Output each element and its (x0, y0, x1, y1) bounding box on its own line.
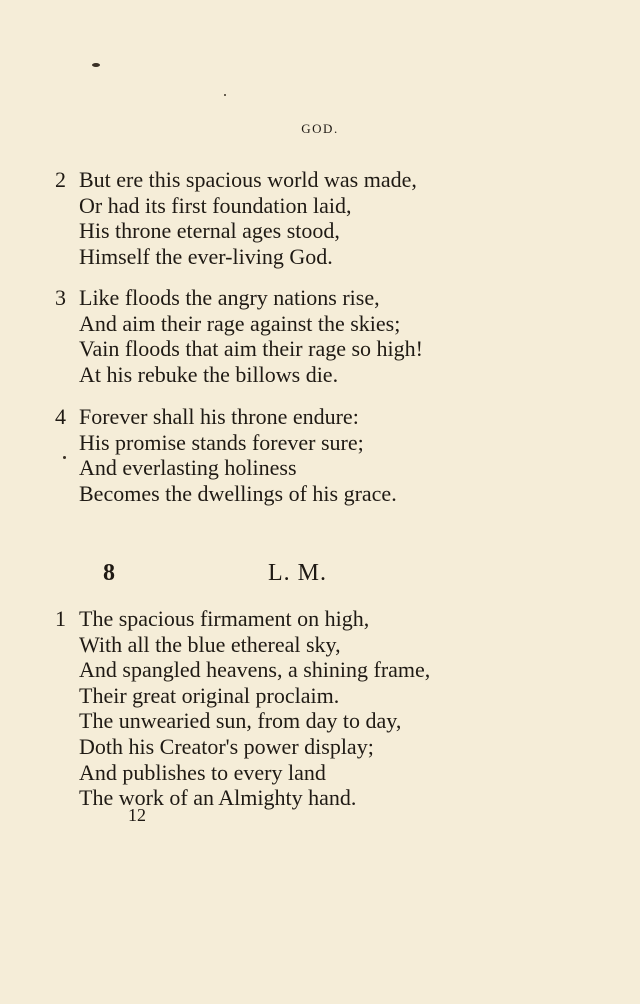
stanza-line: 2 But ere this spacious world was made, (55, 167, 417, 192)
stanza-line: With all the blue ethereal sky, (79, 631, 341, 657)
stanza-line: His promise stands forever sure; (79, 429, 364, 455)
stanza-line: Becomes the dwellings of his grace. (79, 480, 397, 506)
stanza-line: Himself the ever-living God. (79, 243, 333, 269)
stanza-line: The work of an Almighty hand. (79, 785, 357, 811)
stanza-line: Their great original proclaim. (79, 682, 340, 708)
ink-speck (224, 94, 226, 96)
stanza-line: His throne eternal ages stood, (79, 218, 340, 243)
stanza-number: 4 (55, 404, 66, 429)
ink-speck (92, 63, 100, 67)
stanza-line: Vain floods that aim their rage so high! (79, 336, 423, 361)
stanza-number: 2 (55, 167, 66, 192)
page-number: 12 (128, 805, 146, 825)
stanza-3 (55, 285, 423, 387)
stanza-line: And spangled heavens, a shining frame, (79, 657, 431, 683)
stanza-4 (55, 404, 397, 506)
stanza-line: 4 Forever shall his throne endure: (55, 404, 359, 429)
stanza-line: The unwearied sun, from day to day, (79, 708, 402, 734)
stanza-number: 3 (55, 285, 66, 310)
running-head: GOD. (301, 121, 339, 136)
stanza-line: 3 Like floods the angry nations rise, (55, 285, 380, 310)
hymn-heading (0, 560, 640, 590)
hymn-number: 8 (103, 560, 115, 586)
stanza-line: And aim their rage against the skies; (79, 310, 401, 336)
stanza-2 (55, 167, 417, 269)
stanza-number: 1 (55, 606, 66, 631)
stanza-line: At his rebuke the billows die. (79, 361, 339, 387)
stanza-line: And everlasting holiness (79, 455, 297, 480)
hymn-meter: L. M. (268, 560, 327, 586)
stanza-line: Doth his Creator's power display; (79, 733, 374, 759)
stanza-line: 1 The spacious firmament on high, (55, 606, 370, 631)
hymn-8-stanza-1 (55, 606, 430, 811)
stanza-line: And publishes to every land (79, 759, 326, 785)
stanza-line: Or had its first foundation laid, (79, 192, 352, 218)
